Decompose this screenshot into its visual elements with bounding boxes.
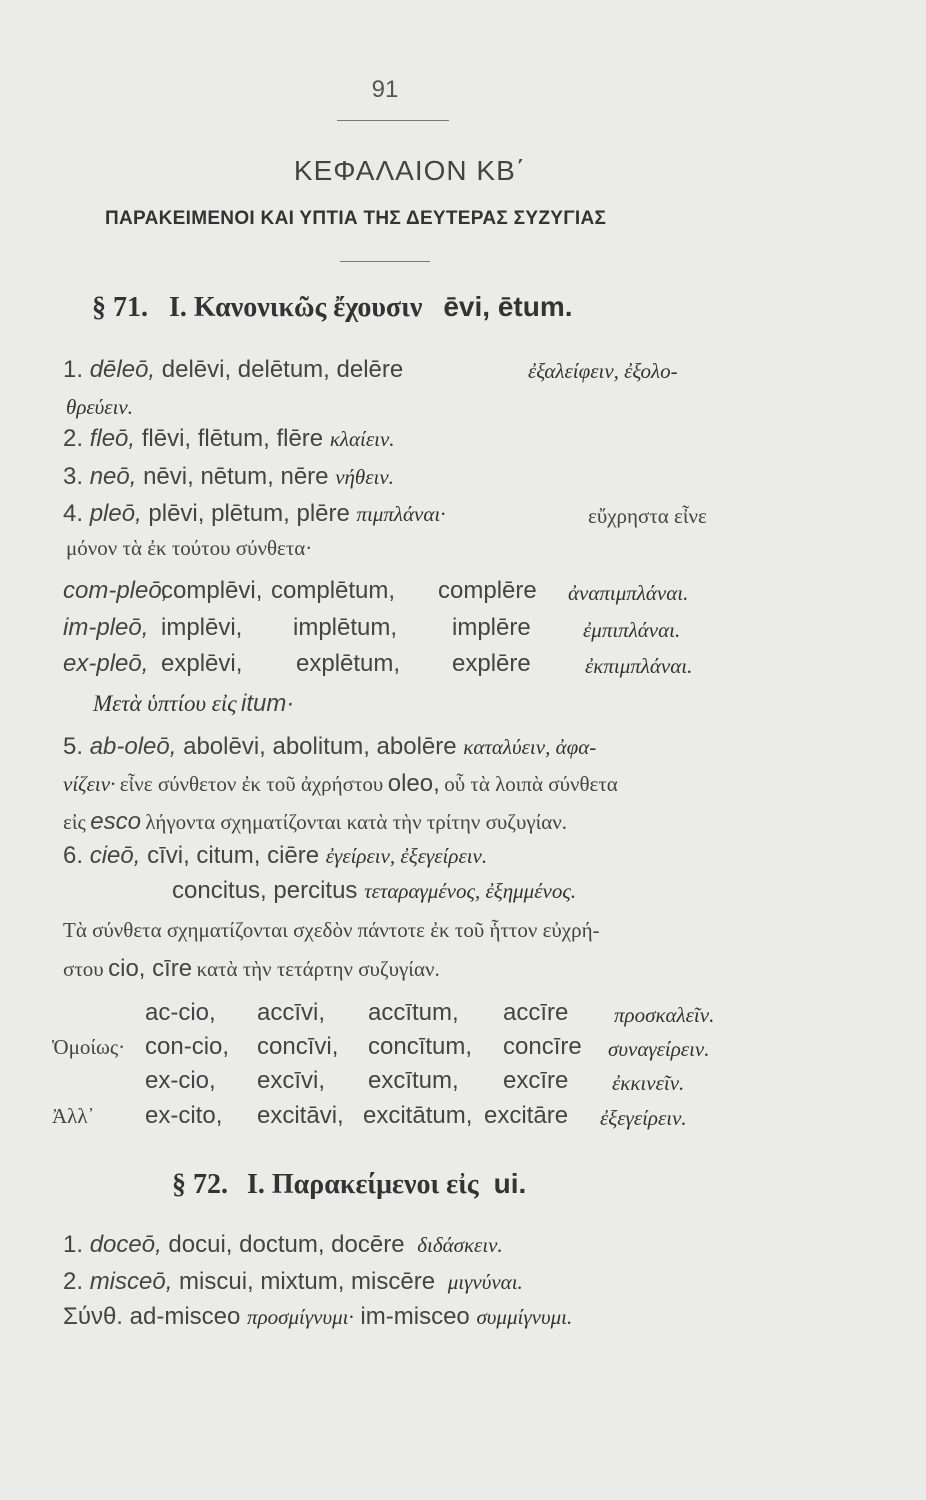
section-71-forms: ēvi, ētum. [443, 291, 573, 322]
row-label: Ἀλλ᾿ [52, 1104, 95, 1128]
greek-meaning: ἐγείρειν, ἐξεγείρειν. [325, 844, 488, 868]
verb-entry-2 [63, 425, 395, 453]
entry-number: 1. [63, 1231, 84, 1258]
compound-lemma: con-cio, [145, 1033, 230, 1060]
verb-entry-6 [63, 842, 487, 870]
compound-supine: concītum, [368, 1033, 473, 1060]
latin-forms: docui, doctum, docēre [168, 1231, 405, 1258]
greek-meaning: μιγνύναι. [447, 1270, 523, 1294]
compound-supine: implētum, [293, 614, 398, 641]
compound-greek: ἐξεγείρειν. [600, 1106, 687, 1130]
section-72-forms: ui. [493, 1168, 527, 1199]
compound-supine: excītum, [368, 1067, 459, 1094]
paragraph-line-1: Τὰ σύνθετα σχηματίζονται σχεδὸν πάντοτε ἐκ τοῦ ἧττον εὐχρή- [63, 918, 600, 942]
verb-entry-3 [63, 463, 394, 491]
section-72-heading [172, 1168, 526, 1201]
greek-meaning: νήθειν. [335, 465, 394, 489]
compound-greek: ἐκκινεῖν. [612, 1071, 685, 1095]
verb-entry-5-line-3 [63, 808, 567, 836]
compounds-line [63, 1303, 572, 1331]
compound-perfect: excīvi, [257, 1067, 326, 1094]
verb-entry-6-participles [172, 877, 576, 905]
compound-supine: accītum, [368, 999, 459, 1026]
compound-perfect: concīvi, [257, 1033, 339, 1060]
compound-latin-b: im-misceo [360, 1303, 470, 1330]
page-number: 91 [371, 76, 399, 103]
row-label: Ὁμοίως· [52, 1035, 126, 1059]
compound-perfect: accīvi, [257, 999, 326, 1026]
latin-lemma: dēleō, [89, 356, 156, 383]
section-71-heading [92, 291, 573, 324]
latin-lemma: doceō, [89, 1231, 162, 1258]
latin-forms: abolēvi, abolitum, abolēre [183, 733, 457, 760]
compound-perfect: explēvi, [161, 650, 243, 677]
compound-greek-a: προσμίγνυμι· [247, 1305, 354, 1329]
verb-entry-72-2 [63, 1268, 523, 1296]
verb-entry-4 [63, 500, 445, 528]
entry-number: 4. [63, 500, 84, 527]
greek-meaning: πιμπλάναι· [356, 502, 446, 526]
paragraph-line-2 [63, 955, 440, 983]
compound-greek: ἐμπιπλάναι. [583, 618, 681, 642]
greek-meaning: καταλύειν, ἀφα- [463, 735, 597, 759]
entry-number: 1. [63, 356, 84, 383]
compound-supine: explētum, [296, 650, 401, 677]
verb-entry-5-line-2 [63, 770, 618, 798]
compound-lemma: ex-cito, [145, 1102, 223, 1129]
usage-note-continued: μόνον τὰ ἐκ τούτου σύνθετα· [66, 536, 313, 560]
compound-greek: ἐκπιμπλάναι. [585, 654, 693, 678]
greek-meaning: τεταραγμένος, ἐξημμένος. [364, 879, 577, 903]
section-71-title: I. Κανονικῶς ἔχουσιν [169, 292, 423, 323]
latin-lemma: pleō, [89, 500, 142, 527]
compound-perfect: complēvi, [161, 577, 263, 604]
compound-infinitive: excīre [503, 1067, 569, 1094]
compound-lemma: ac-cio, [145, 999, 216, 1026]
section-71-mark: § 71. [92, 292, 148, 323]
latin-lemma: cieō, [89, 842, 141, 869]
verb-entry-72-1 [63, 1231, 503, 1259]
compound-lemma: ex-pleō, [63, 650, 149, 677]
entry-number: 5. [63, 733, 84, 760]
compound-infinitive: concīre [503, 1033, 582, 1060]
chapter-title: ΚΕΦΑΛΑΙΟΝ ΚΒ΄ [293, 155, 527, 186]
compound-greek: συναγείρειν. [608, 1037, 710, 1061]
section-72-title: I. Παρακείμενοι εἰς [247, 1169, 479, 1200]
entry-number: 2. [63, 425, 84, 452]
section-72-mark: § 72. [172, 1169, 228, 1200]
entry-number: 2. [63, 1268, 84, 1295]
compound-perfect: implēvi, [161, 614, 243, 641]
compound-lemma: im-pleō, [63, 614, 149, 641]
compound-infinitive: excitāre [484, 1102, 569, 1129]
latin-forms: cīvi, citum, ciēre [147, 842, 320, 869]
compound-infinitive: implēre [452, 614, 531, 641]
compound-lemma: ex-cio, [145, 1067, 216, 1094]
compound-supine: excitātum, [363, 1102, 473, 1129]
compound-infinitive: explēre [452, 650, 531, 677]
compound-greek-b: συμμίγνυμι. [476, 1305, 573, 1329]
greek-meaning: διδάσκειν. [417, 1233, 503, 1257]
verb-entry-5 [63, 733, 596, 761]
entry-number: 3. [63, 463, 84, 490]
compound-infinitive: accīre [503, 999, 569, 1026]
latin-lemma: misceō, [89, 1268, 173, 1295]
compound-supine: complētum, [271, 577, 396, 604]
latin-forms: flēvi, flētum, flēre [141, 425, 324, 452]
latin-forms: plēvi, plētum, plēre [148, 500, 350, 527]
supine-heading-latin: itum· [241, 690, 295, 717]
greek-meaning: κλαίειν. [329, 427, 395, 451]
compound-perfect: excitāvi, [257, 1102, 344, 1129]
latin-forms: nēvi, nētum, nēre [143, 463, 329, 490]
compound-greek: προσκαλεῖν. [614, 1003, 715, 1027]
supine-heading [93, 690, 294, 718]
explanation-text: εἰς [63, 810, 86, 834]
explanation-text: εἶνε σύνθετον ἐκ τοῦ ἀχρήστου [119, 772, 384, 796]
compound-lemma: com-pleō, [63, 577, 169, 604]
page-number-rule [337, 120, 449, 121]
latin-participles: concitus, percitus [172, 877, 358, 904]
paragraph-text: στου [63, 957, 104, 981]
compounds-label: Σύνθ. [63, 1303, 123, 1330]
usage-note: εὔχρηστα εἶνε [588, 504, 707, 528]
latin-word: oleo, [387, 770, 440, 797]
supine-heading-greek: Μετὰ ὑπτίου εἰς [93, 691, 237, 716]
latin-lemma: ab-oleō, [89, 733, 177, 760]
greek-meaning-continued: θρεύειν. [66, 395, 133, 419]
latin-word: esco [90, 808, 141, 835]
greek-meaning: ἐξαλείφειν, ἐξολο- [528, 359, 678, 383]
compound-latin-a: ad-misceo [129, 1303, 241, 1330]
section-divider [340, 261, 430, 262]
greek-meaning-continued: νίζειν· [63, 772, 116, 796]
latin-forms: delēvi, delētum, delēre [161, 356, 404, 383]
latin-lemma: neō, [89, 463, 137, 490]
entry-number: 6. [63, 842, 84, 869]
explanation-text: οὗ τὰ λοιπὰ σύνθετα [444, 772, 618, 796]
compound-infinitive: complēre [438, 577, 537, 604]
paragraph-text: κατὰ τὴν τετάρτην συζυγίαν. [196, 957, 440, 981]
latin-forms: miscui, mixtum, miscēre [179, 1268, 436, 1295]
latin-lemma: fleō, [89, 425, 136, 452]
latin-word: cio, cīre [108, 955, 193, 982]
compound-greek: ἀναπιμπλάναι. [568, 581, 689, 605]
verb-entry-1 [63, 356, 403, 384]
chapter-subtitle: ΠΑΡΑΚΕΙΜΕΝΟΙ ΚΑΙ ΥΠΤΙΑ ΤΗΣ ΔΕΥΤΕΡΑΣ ΣΥΖΥΓΙΑΣ [105, 208, 607, 229]
explanation-text: λήγοντα σχηματίζονται κατὰ τὴν τρίτην συζυγίαν. [145, 810, 568, 834]
